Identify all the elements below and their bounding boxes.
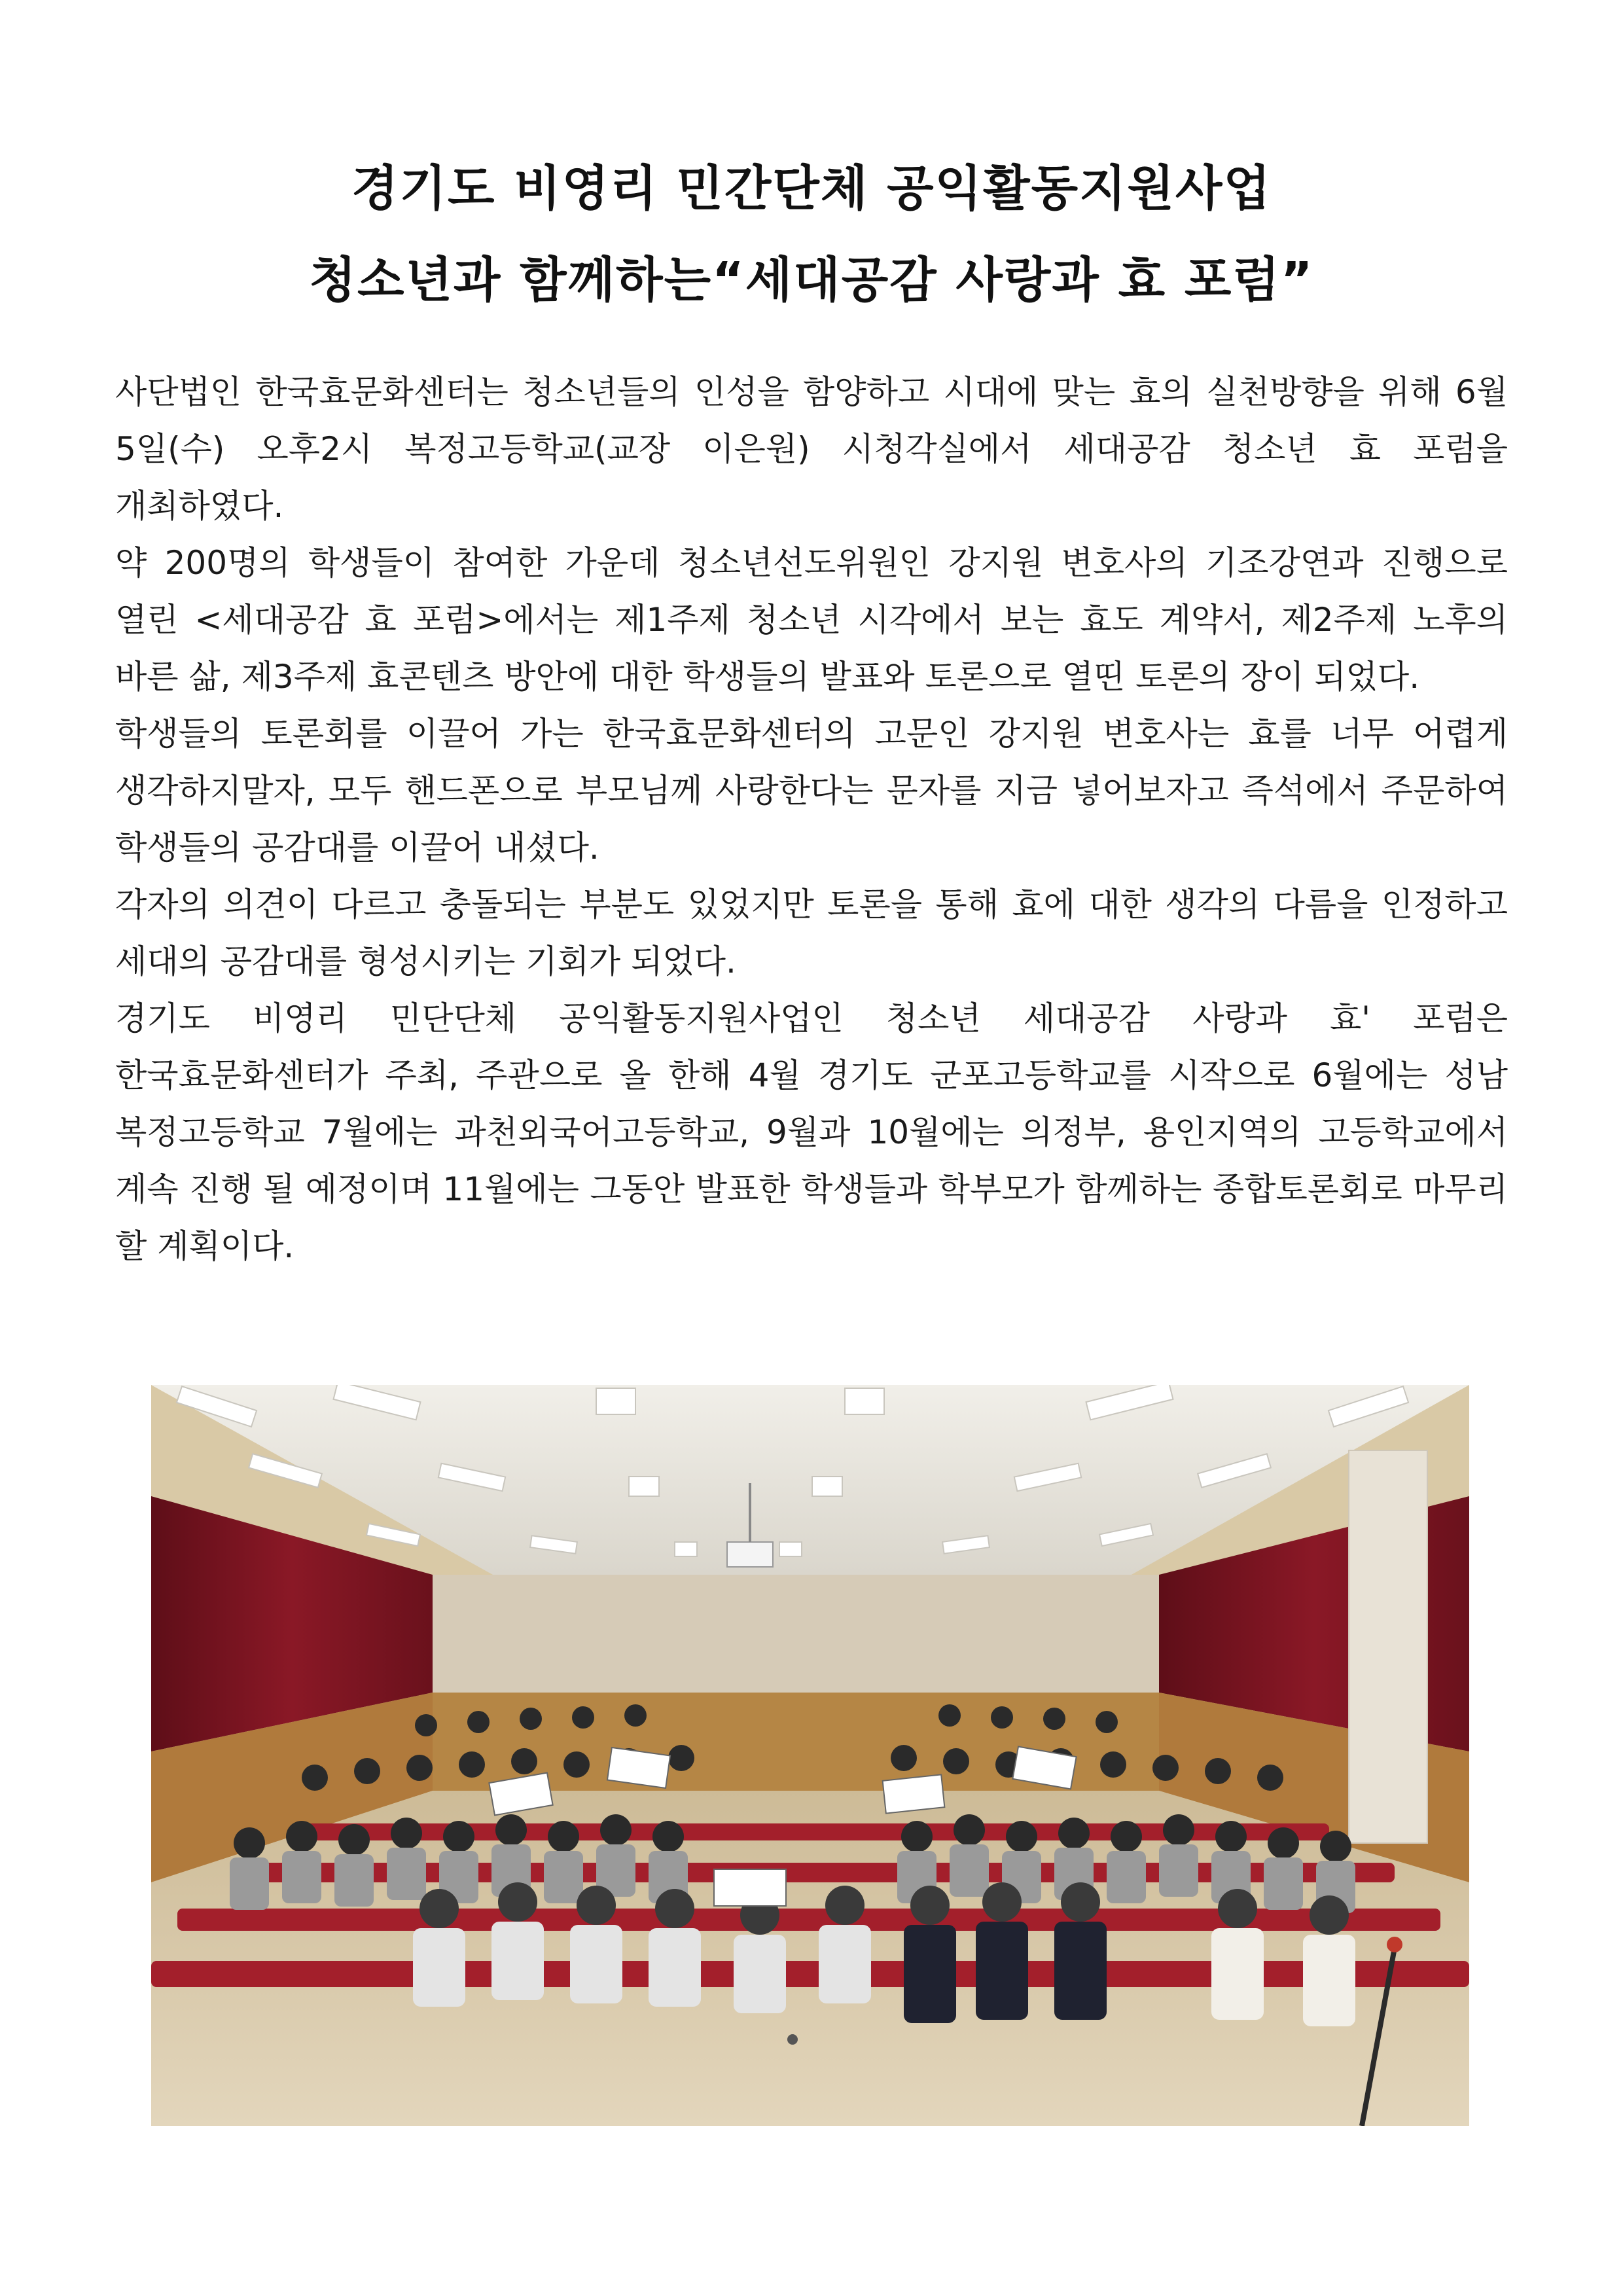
paragraph-discussion: 각자의 의견이 다르고 충돌되는 부분도 있었지만 토론을 통해 효에 대한 생각의 다름을 인정하고 세대의 공감대를 형성시키는 기회가 되었다. bbox=[115, 886, 1508, 980]
paragraph-schedule: 경기도 비영리 민단단체 공익활동지원사업인 청소년 세대공감 사랑과 효' 포럼은 한국효문화센터가 주최, 주관으로 올 한해 4월 경기도 군포고등학교를 시작으로 6월에는 성남 복정고등학교 7월에는 과천외국어고등학교, 9월과 10월에는 의정부, 용인지역의 고등학교에서 계속 진행 될 예정이며 11월에는 그동안 발표한 학생들과 학부모가 함께하는 종합토론회로 마무리 할 계획이다. bbox=[115, 999, 1508, 1265]
right-pillar bbox=[1349, 1450, 1427, 1843]
article-body bbox=[115, 364, 1508, 1275]
event-group-photo bbox=[151, 1385, 1469, 2126]
paragraph-forum-topics: 약 200명의 학생들이 참여한 가운데 청소년선도위원인 강지원 변호사의 기조강연과 진행으로 열린 <세대공감 효 포럼>에서는 제1주제 청소년 시각에서 보는 효도 계약서, 제2주제 노후의 바른 삶, 제3주제 효콘텐츠 방안에 대한 학생들의 발표와 토론으로 열띤 토론의 장이 되었다. bbox=[115, 544, 1508, 696]
title-line-1: 경기도 비영리 민간단체 공익활동지원사업 bbox=[351, 160, 1272, 217]
projector bbox=[727, 1542, 773, 1567]
paragraph-lawyer-remarks: 학생들의 토론회를 이끌어 가는 한국효문화센터의 고문인 강지원 변호사는 효를 너무 어렵게 생각하지말자, 모두 핸드폰으로 부모님께 사랑한다는 문자를 지금 넣어보자고 즉석에서 주문하여 학생들의 공감대를 이끌어 내셨다. bbox=[115, 715, 1508, 867]
paragraph-intro: 사단법인 한국효문화센터는 청소년들의 인성을 함양하고 시대에 맞는 효의 실천방향을 위해 6월 5일(수) 오후2시 복정고등학교(교장 이은원) 시청각실에서 세대공감 청소년 효 포럼을 개최하였다. bbox=[115, 373, 1508, 525]
title-line-2: 청소년과 함께하는“세대공감 사랑과 효 포럼” bbox=[309, 252, 1314, 308]
auditorium-photo-illustration bbox=[151, 1385, 1469, 2126]
document-title bbox=[0, 143, 1623, 326]
